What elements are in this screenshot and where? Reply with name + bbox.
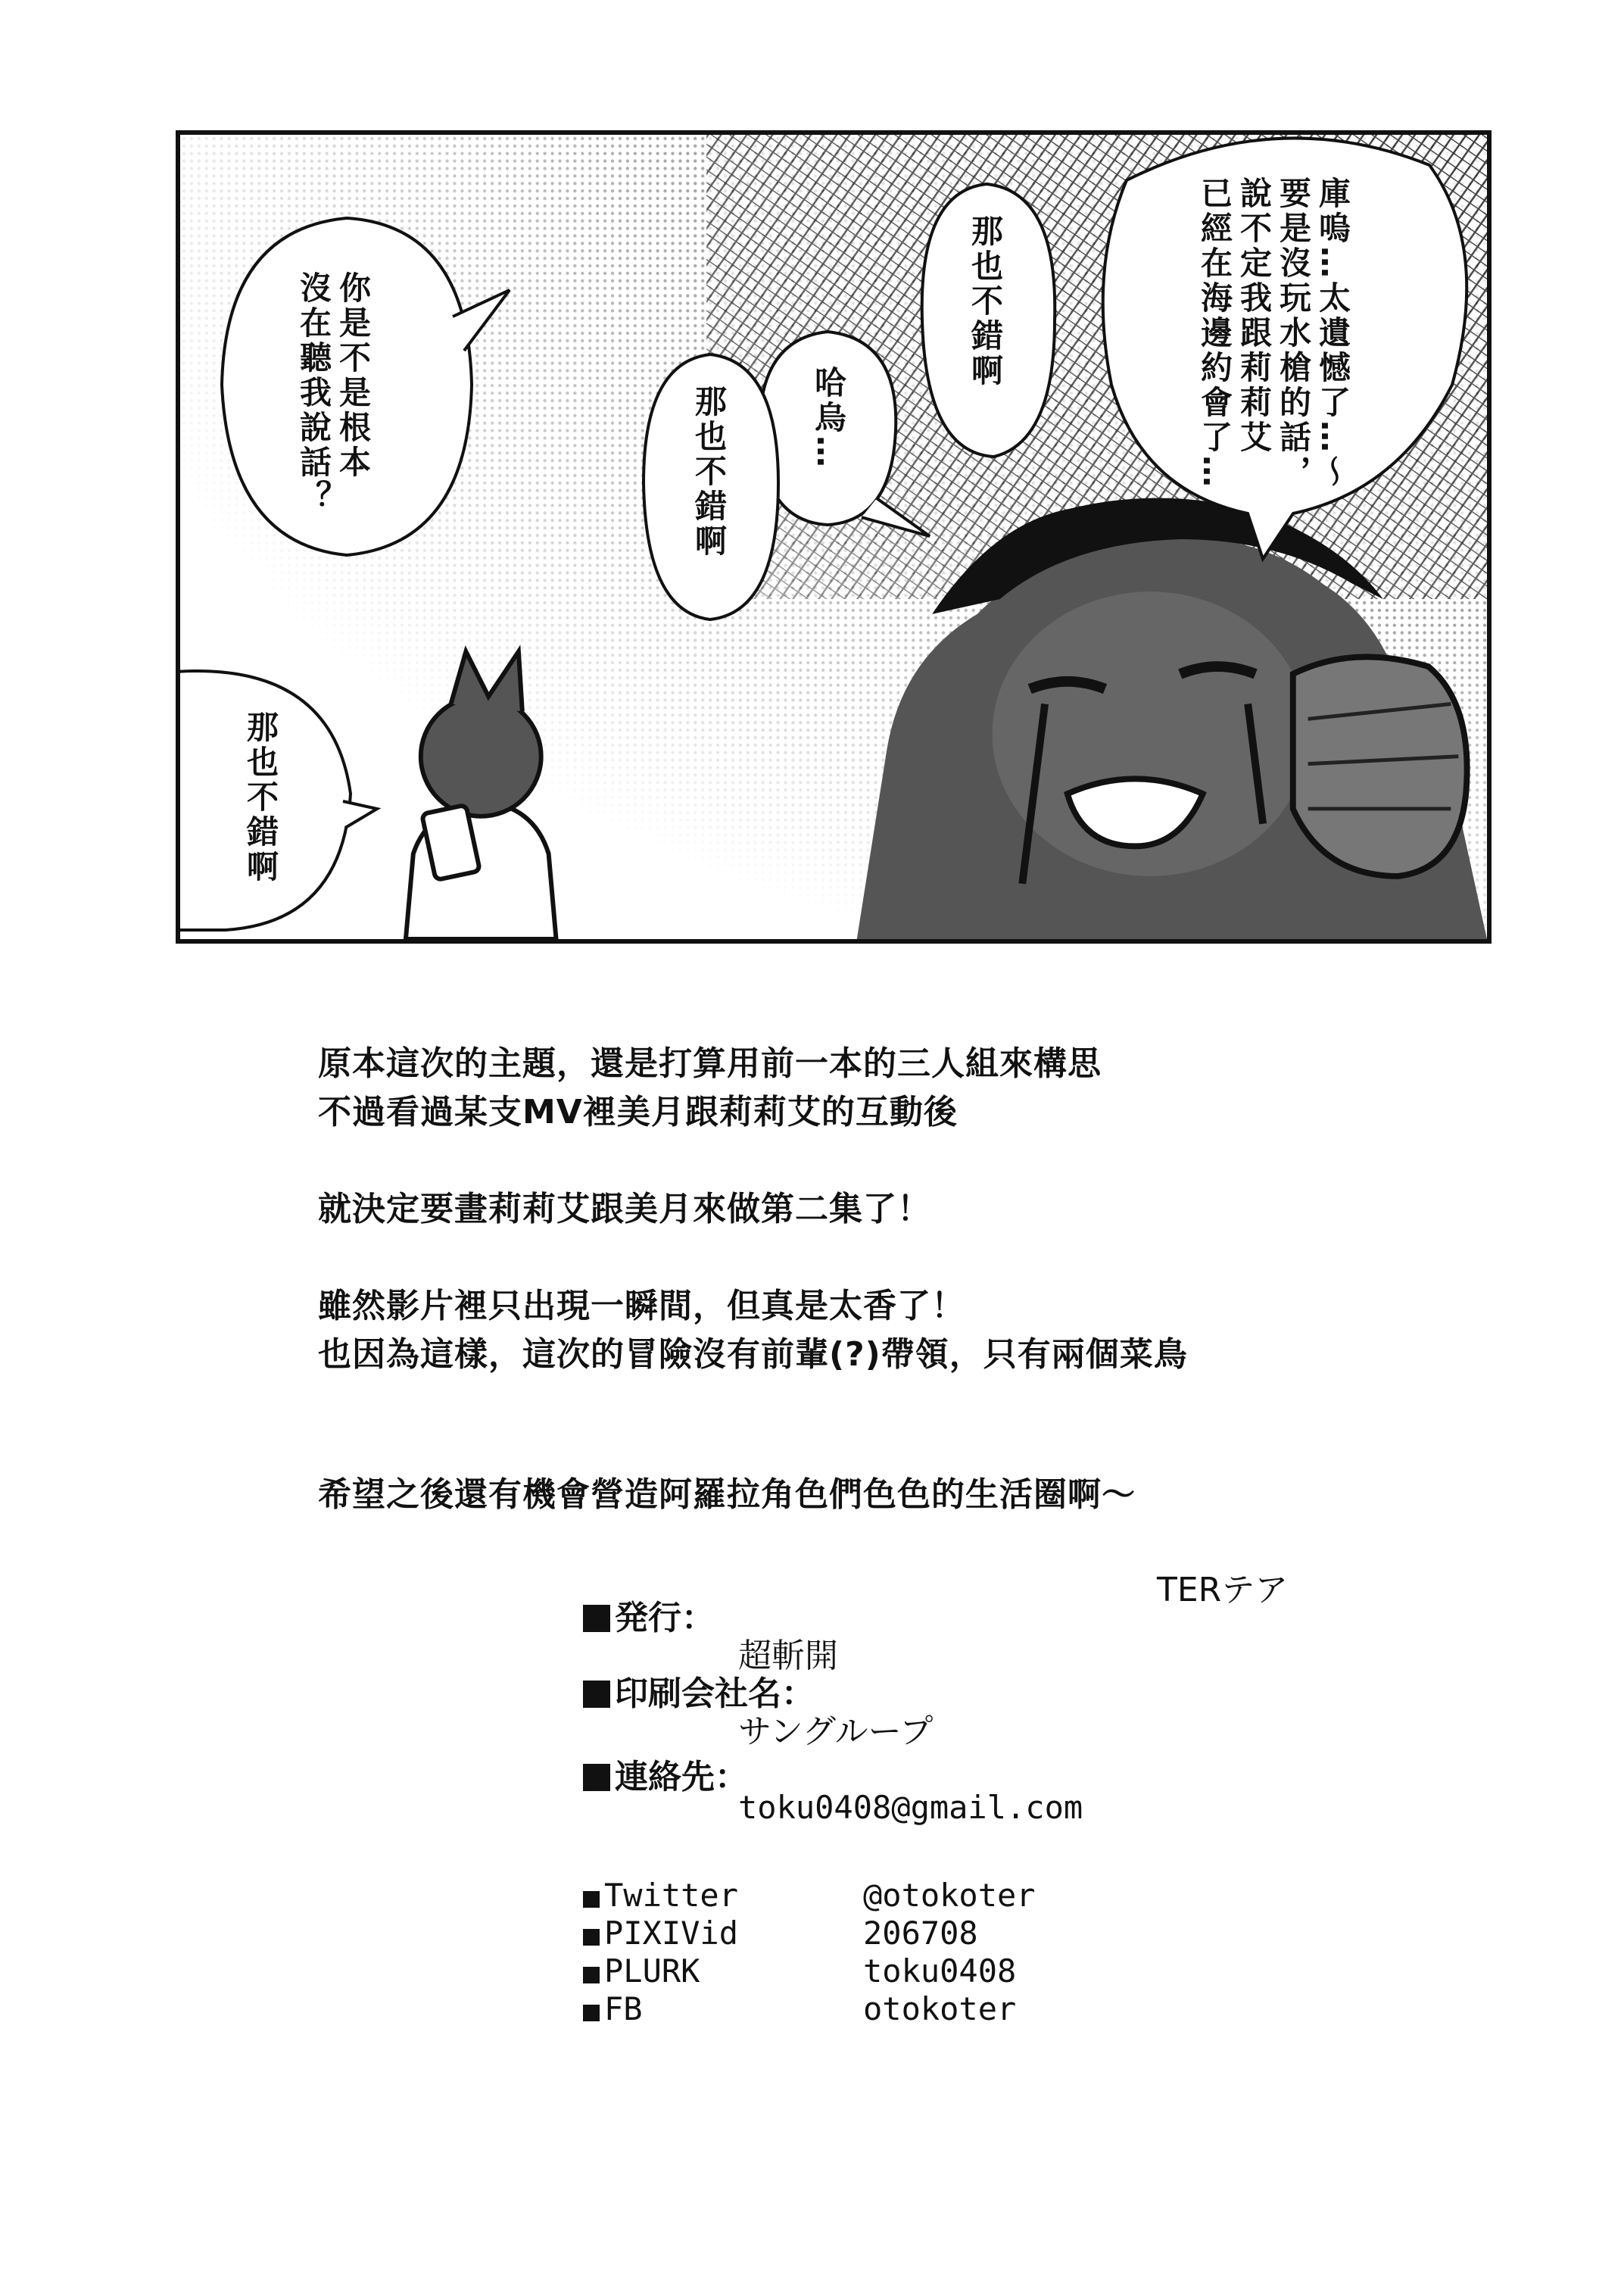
manga-panel [176, 130, 1492, 944]
bubble-text-naye-3: 那也不錯啊 [242, 710, 279, 885]
afterword-line-2: 不過看過某支MV裡美月跟莉莉艾的互動後 [318, 1093, 958, 1131]
contact-label: 連絡先： [615, 1758, 748, 1796]
bullet-square-icon [583, 2005, 600, 2021]
afterword-line-1: 原本這次的主題，還是打算用前一本的三人組來構思 [318, 1044, 1102, 1083]
social-label: FB [604, 1990, 643, 2027]
contact-heading [583, 1749, 748, 1798]
bullet-square-icon [583, 1605, 610, 1632]
social-fb [583, 1990, 1017, 2027]
speech-bubble-question [210, 211, 483, 566]
social-label: PLURK [604, 1952, 700, 1990]
speech-bubble-kuwu [1081, 135, 1475, 544]
publisher-label: 発行： [615, 1599, 715, 1637]
printer-value: サングループ [738, 1712, 934, 1751]
social-twitter [583, 1877, 1036, 1914]
bullet-square-icon [583, 1681, 610, 1708]
afterword-line-5: 也因為這樣，這次的冒險沒有前輩(?)帶領，只有兩個菜鳥 [318, 1335, 1188, 1374]
printer-label: 印刷会社名： [615, 1674, 815, 1713]
bubble-text-naye-1: 那也不錯啊 [967, 214, 1004, 389]
bubble-text-question: 你是不是根本 沒在聽我說話？ [295, 271, 372, 515]
social-value[interactable]: toku0408 [863, 1952, 1017, 1990]
author-name: TERテア [1157, 1571, 1289, 1609]
social-plurk [583, 1952, 1017, 1990]
contact-email[interactable]: toku0408@gmail.com [738, 1789, 1083, 1826]
bullet-square-icon [583, 1967, 600, 1983]
social-value[interactable]: @otokoter [863, 1877, 1036, 1914]
bubble-text-kuwu: 庫嗚…太遺憾了…～ 要是沒玩水槍的話， 說不定我跟莉莉艾 已經在海邊約會了… [1196, 176, 1351, 490]
social-label: Twitter [604, 1877, 739, 1914]
bullet-square-icon [583, 1929, 600, 1946]
speech-bubble-naye-3 [180, 657, 366, 938]
afterword-line-6: 希望之後還有機會營造阿羅拉角色們色色的生活圈啊～ [318, 1475, 1136, 1514]
social-value[interactable]: otokoter [863, 1990, 1017, 2027]
social-label: PIXIVid [604, 1915, 739, 1952]
bubble-text-hawu: 哈烏… [810, 366, 847, 470]
afterword-line-4: 雖然影片裡只出現一瞬間，但真是太香了！ [318, 1287, 965, 1325]
speech-bubble-naye-1 [911, 176, 1062, 464]
bubble-text-naye-2: 那也不錯啊 [690, 385, 728, 559]
social-value[interactable]: 206708 [863, 1915, 978, 1952]
publisher-heading [583, 1590, 715, 1639]
publisher-value: 超斬開 [738, 1637, 838, 1675]
afterword-line-3: 就決定要畫莉莉艾跟美月來做第二集了！ [318, 1190, 931, 1228]
social-pixiv [583, 1915, 978, 1952]
bullet-square-icon [583, 1891, 600, 1908]
bullet-square-icon [583, 1764, 610, 1791]
speech-bubble-naye-2 [634, 347, 786, 627]
